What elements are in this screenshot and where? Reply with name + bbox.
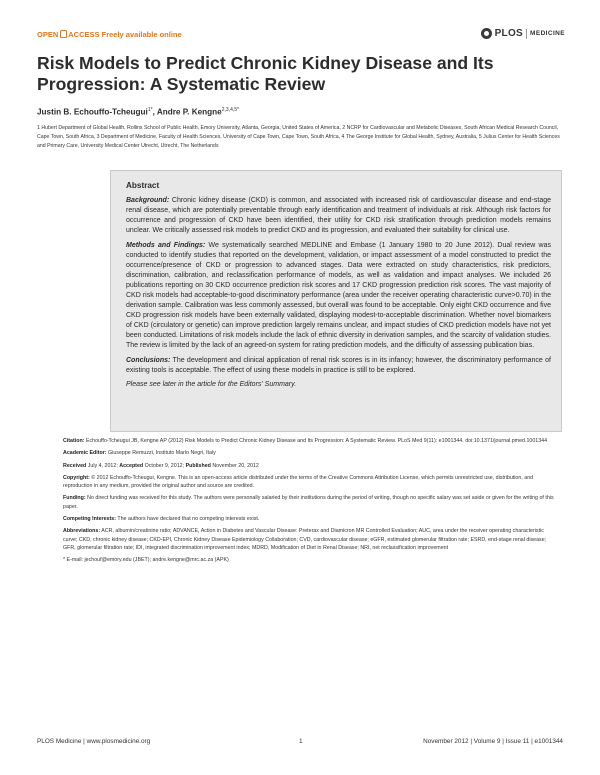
publication-dates: Received July 4, 2012; Accepted October 9, 2012; Published November 20, 2012 (63, 462, 259, 469)
footer-issue: November 2012 | Volume 9 | Issue 11 | e1001344 (423, 738, 563, 745)
author-name: Andre P. Kengne (156, 107, 222, 117)
page-footer (37, 738, 563, 748)
plos-medicine-logo: PLOS MEDICINE (481, 28, 565, 39)
open-access-badge: OPEN ACCESS Freely available online (37, 30, 182, 39)
abstract-methods: Methods and Findings: We systematically searched MEDLINE and Embase (1 January 1980 to 20 June 2012). Dual review was conducted to identify studies that reported on the development, validation, or impact assessment of a model constructed to predict the occurrence/presence of CKD or progression to advanced stages. Data were extracted on study characteristics, risk predictors, discrimination, calibration, and reclassification performance of models, as well as validation and impact analyses. We included 26 publications reporting on 30 CKD occurrence prediction risk scores and 17 CKD progression prediction risk scores. The vast majority of CKD risk models had acceptable-to-good discriminatory performance (area under the receiver operating characteristic curve>0.70) in the derivation sample. Calibration was less commonly assessed, but overall was found to be acceptable. Only eight CKD occurrence and five CKD progression risk models have been externally validated, displaying modest-to-acceptable discrimination. Whether novel biomarkers of CKD (circulatory or genetic) can improve prediction largely remains unclear, and impact studies of CKD prediction models have not yet been conducted. Limitations of risk models include the lack of ethnic diversity in derivation samples, and the scarcity of validation studies. The review is limited by the lack of an agreed-on system for rating prediction models, and the difficulty of assessing publication bias. (126, 242, 551, 349)
plos-logo-icon (481, 28, 492, 39)
corresponding-email: * E-mail: jechouf@emory.edu (JBET); andre.kengne@mrc.ac.za (APK) (63, 557, 229, 564)
abstract-box (110, 170, 562, 432)
abbreviations: Abbreviations: ACR, albumin/creatinine ratio; ADVANCE, Action in Diabetes and Vascular Disease: Preterax and Diamicron MR Controlled Evaluation; AUC, area under the receiver operating characteristic curve; CKD, chronic kidney disease; CKD-EPI, Chronic Kidney Disease Epidemiology Collaboration; CVD, cardiovascular disease; eGFR, estimated glomerular filtration rate; ESRD, end-stage renal disease; GFR, glomerular filtration rate; IDI, integrated discrimination improvement index; MDRD, Modification of Diet in Renal Disease; NRI, net reclassification improvement (63, 528, 547, 551)
page-number: 1 (299, 738, 303, 745)
footer-journal: PLOS Medicine | www.plosmedicine.org (37, 738, 151, 745)
competing-interests: Competing Interests: The authors have declared that no competing interests exist. (63, 516, 260, 523)
freely-available-label: Freely available online (101, 30, 182, 39)
article-metadata (63, 437, 559, 569)
abstract-background: Background: Chronic kidney disease (CKD) is common, and associated with increased risk of cardiovascular disease and end-stage renal disease, which are potentially preventable through early identification and treatment of individuals at risk. Although risk factors for occurrence and progression of CKD have been identified, their utility for CKD risk stratification through prediction models remains unclear. We critically assessed risk models to predict CKD and its progression, and evaluated their suitability for clinical use. (126, 197, 551, 234)
journal-header (37, 28, 565, 42)
academic-editor: Academic Editor: Giuseppe Remuzzi, Instituto Mario Negri, Italy (63, 450, 216, 457)
open-lock-icon (60, 30, 67, 38)
article-title: Risk Models to Predict Chronic Kidney Disease and Its Progression: A Systematic Review (37, 53, 494, 94)
editors-summary-note: Please see later in the article for the Editors' Summary. (126, 381, 297, 388)
affiliations: 1 Hubert Department of Global Health, Rollins School of Public Health, Emory University, Atlanta, Georgia, United States of America, 2 NCRP for Cardiovascular and Metabolic Diseases, South African Medical Research Council, Cape Town, South Africa, 3 Department of Medicine, Faculty of Health Sciences, University of Cape Town, Cape Town, South Africa, 4 The George Institute for Global Health, Sydney, Australia, 5 Julius Center for Health Sciences and Primary Care, University Medical Center Utrecht, Utrecht, The Netherlands (37, 125, 560, 149)
copyright: Copyright: © 2012 Echouffo-Tcheugui, Kengne. This is an open-access article distributed under the terms of the Creative Commons Attribution License, which permits unrestricted use, distribution, and reproduction in any medium, provided the original author and source are credited. (63, 474, 534, 490)
abstract-conclusions: Conclusions: The development and clinical application of renal risk scores is in its infancy; however, the discriminatory performance of existing tools is acceptable. The effect of using these models in practice is still to be explored. (126, 357, 551, 374)
abstract-heading: Abstract (126, 181, 160, 190)
funding: Funding: No direct funding was received for this study. The authors were personally salaried by their institutions during the period of writing, though no specific salary was set aside or given for the writing of this paper. (63, 495, 554, 510)
citation: Citation: Echouffo-Tcheugui JB, Kengne AP (2012) Risk Models to Predict Chronic Kidney Disease and Its Progression: A Systematic Review. PLoS Med 9(11): e1001344. doi:10.1371/journal.pmed.1001344 (63, 438, 548, 444)
author-name: Justin B. Echouffo-Tcheugui (37, 107, 148, 117)
author-list: Justin B. Echouffo-Tcheugui$^{1*}$, Andre P. Kengne$^{2,3,4,5*}$ (37, 107, 239, 117)
